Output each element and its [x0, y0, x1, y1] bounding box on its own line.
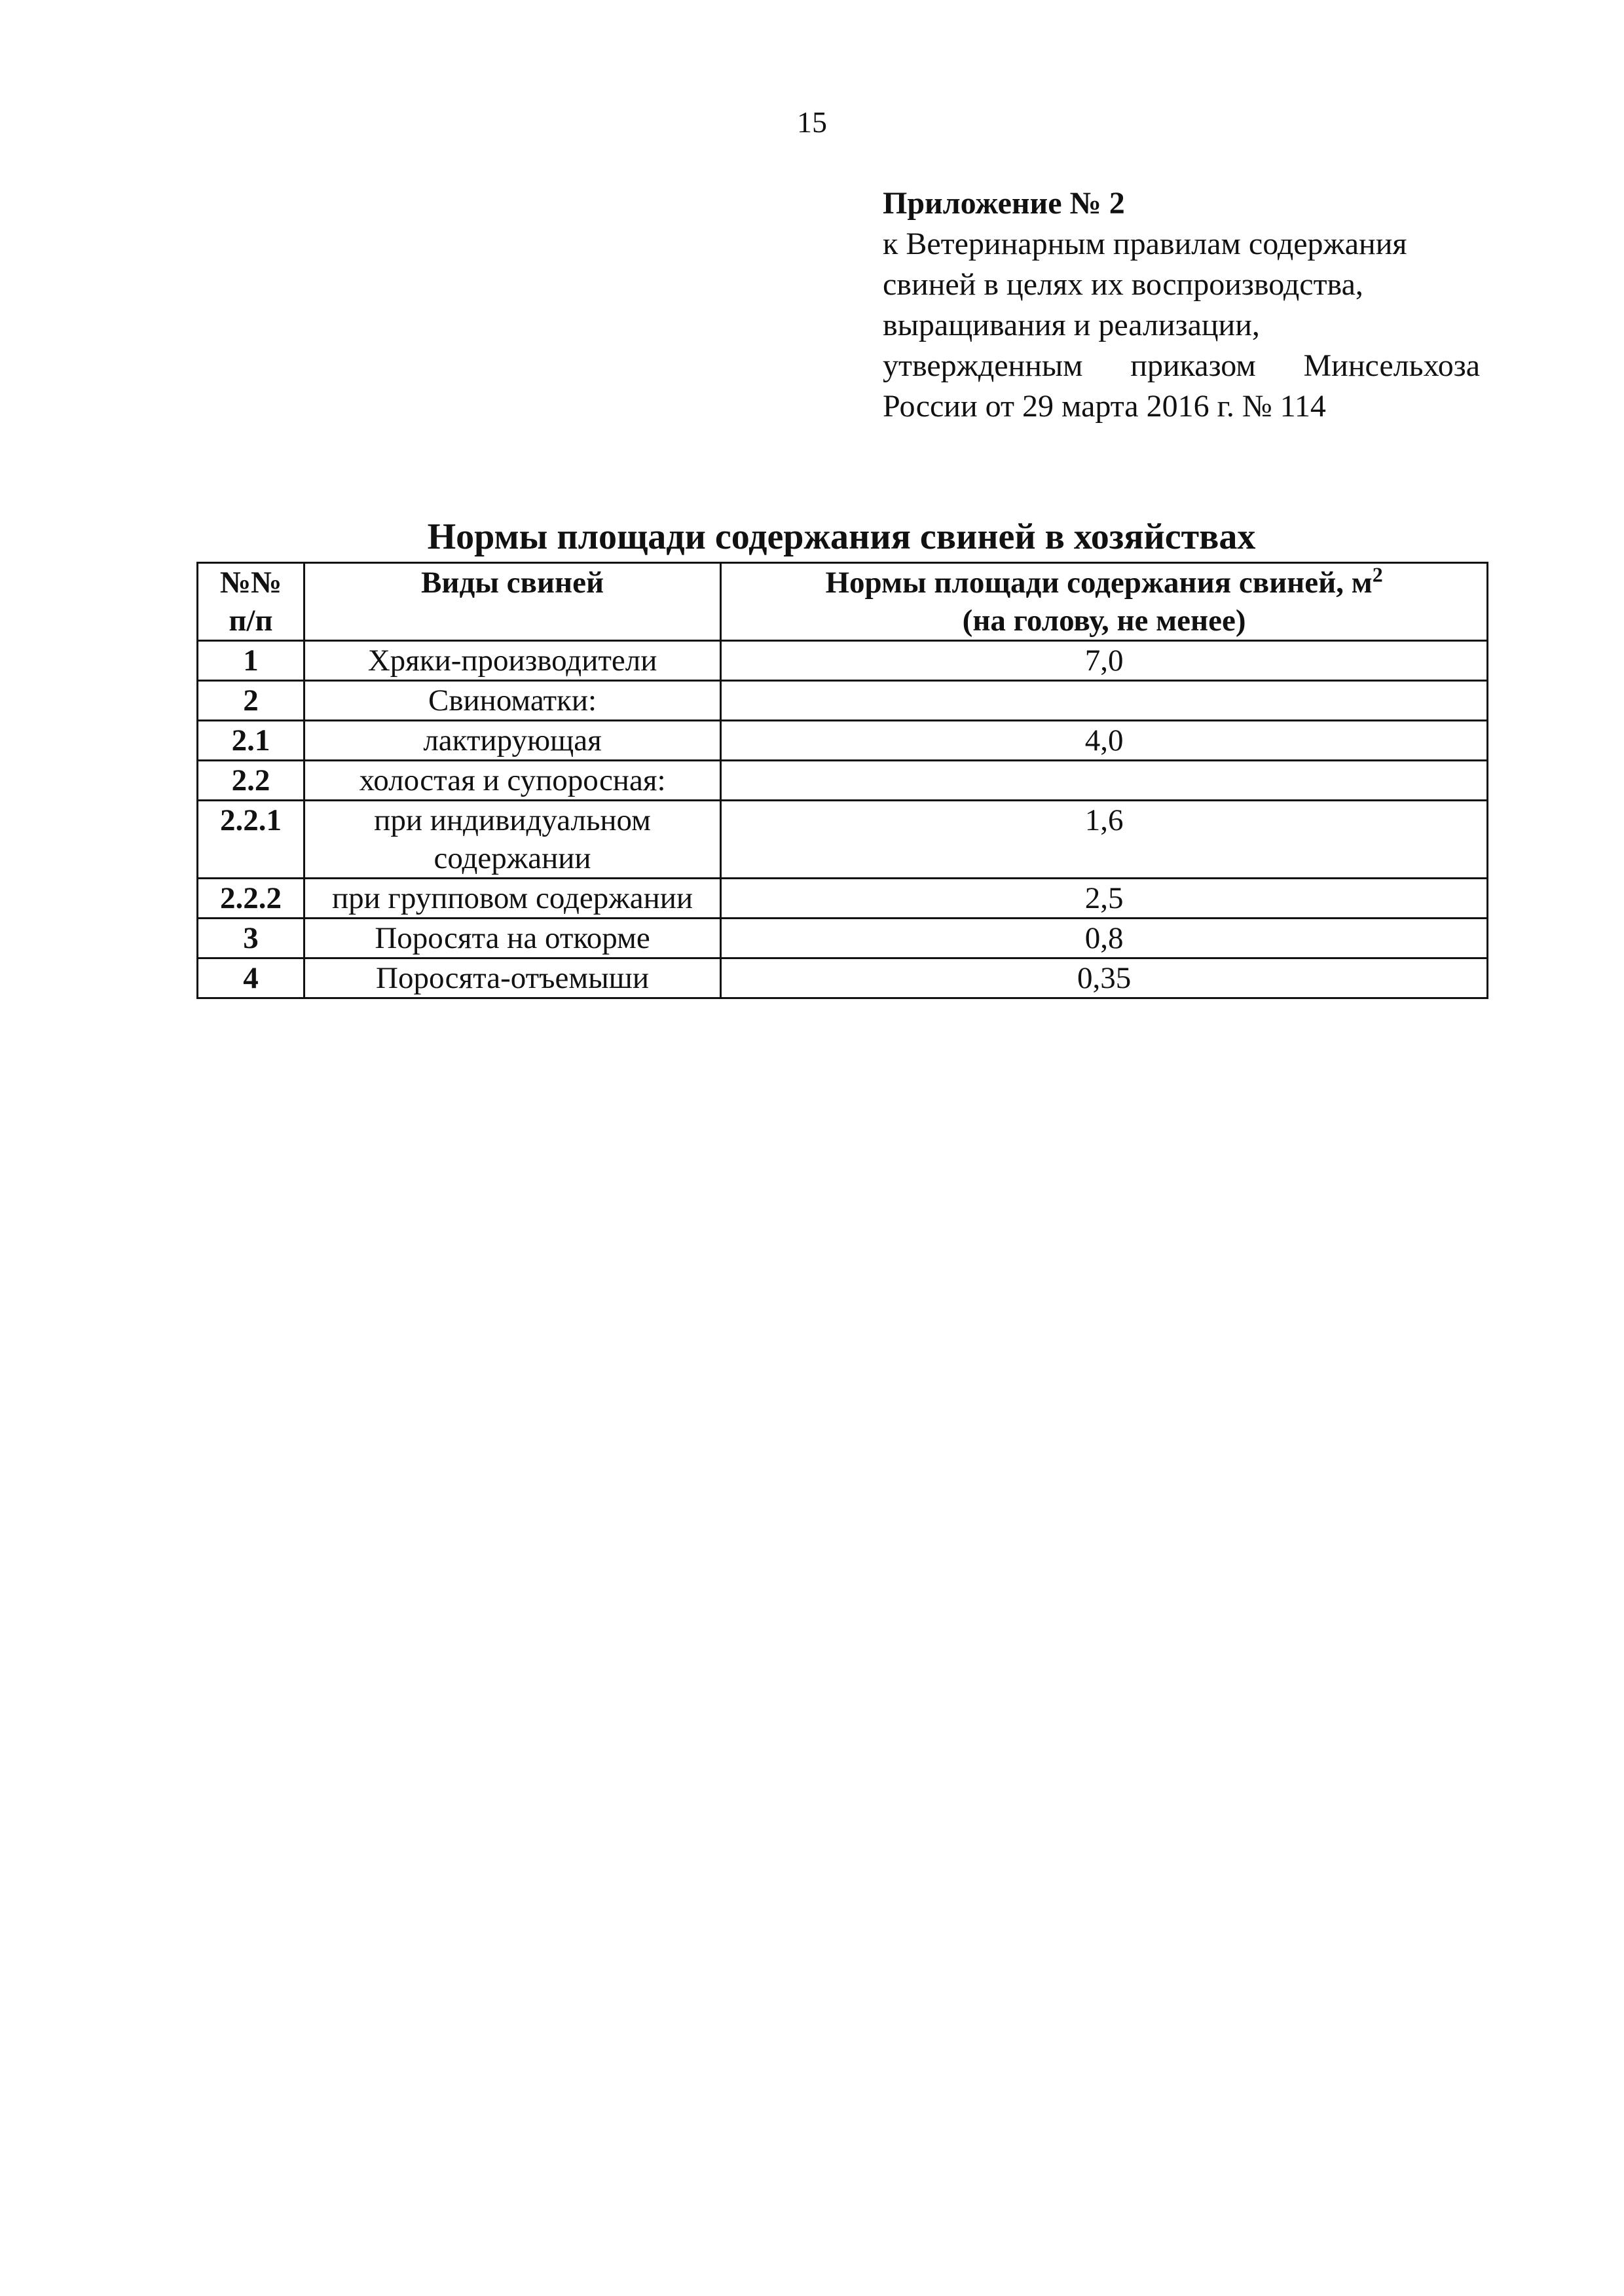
row-norm: 0,35: [721, 958, 1488, 998]
header-num-line2: п/п: [229, 604, 273, 638]
table-row: [198, 761, 1488, 801]
table-row: [198, 721, 1488, 761]
row-kind: Поросята-отъемыши: [304, 958, 720, 998]
row-norm: [721, 761, 1488, 801]
row-num: 2.1: [198, 721, 304, 761]
row-num: 4: [198, 958, 304, 998]
row-kind: при индивидуальном содержании: [304, 801, 720, 879]
header-kind: Виды свиней: [304, 563, 720, 641]
row-num: 1: [198, 641, 304, 681]
row-norm: 1,6: [721, 801, 1488, 879]
row-norm: 4,0: [721, 721, 1488, 761]
row-num: 2.2.1: [198, 801, 304, 879]
appendix-line: выращивания и реализации,: [883, 308, 1260, 342]
table-row: [198, 958, 1488, 998]
appendix-line: свиней в целях их воспроизводства,: [883, 267, 1363, 302]
appendix-line: России от 29 марта 2016 г. № 114: [883, 389, 1326, 424]
header-norm: [721, 563, 1488, 641]
header-norm-line1: Нормы площади содержания свиней, м: [825, 566, 1373, 600]
appendix-line: к Ветеринарным правилам содержания: [883, 227, 1407, 261]
appendix-block: [883, 183, 1480, 427]
row-num: 2: [198, 681, 304, 721]
table-row: [198, 681, 1488, 721]
table-row: [198, 641, 1488, 681]
row-norm: 2,5: [721, 879, 1488, 919]
row-num: 2.2: [198, 761, 304, 801]
header-norm-line2: (на голову, не менее): [962, 604, 1246, 638]
appendix-title: Приложение № 2: [883, 186, 1125, 221]
table-row: [198, 879, 1488, 919]
row-kind: при групповом содержании: [304, 879, 720, 919]
row-kind: лактирующая: [304, 721, 720, 761]
table-title: Нормы площади содержания свиней в хозяйствах: [427, 517, 1256, 557]
appendix-line: утвержденным приказом Минсельхоза: [883, 348, 1480, 383]
norms-table: [196, 562, 1488, 999]
table-row: [198, 801, 1488, 879]
table-row: [198, 919, 1488, 958]
header-norm-sup: 2: [1372, 562, 1383, 587]
row-norm: 0,8: [721, 919, 1488, 958]
row-kind: Поросята на откорме: [304, 919, 720, 958]
header-num: [198, 563, 304, 641]
row-kind: холостая и супоросная:: [304, 761, 720, 801]
page-number: 15: [797, 105, 827, 139]
row-norm: [721, 681, 1488, 721]
row-kind: Свиноматки:: [304, 681, 720, 721]
table-header-row: [198, 563, 1488, 641]
row-num: 3: [198, 919, 304, 958]
row-kind: Хряки-производители: [304, 641, 720, 681]
header-num-line1: №№: [219, 566, 282, 600]
row-num: 2.2.2: [198, 879, 304, 919]
row-norm: 7,0: [721, 641, 1488, 681]
